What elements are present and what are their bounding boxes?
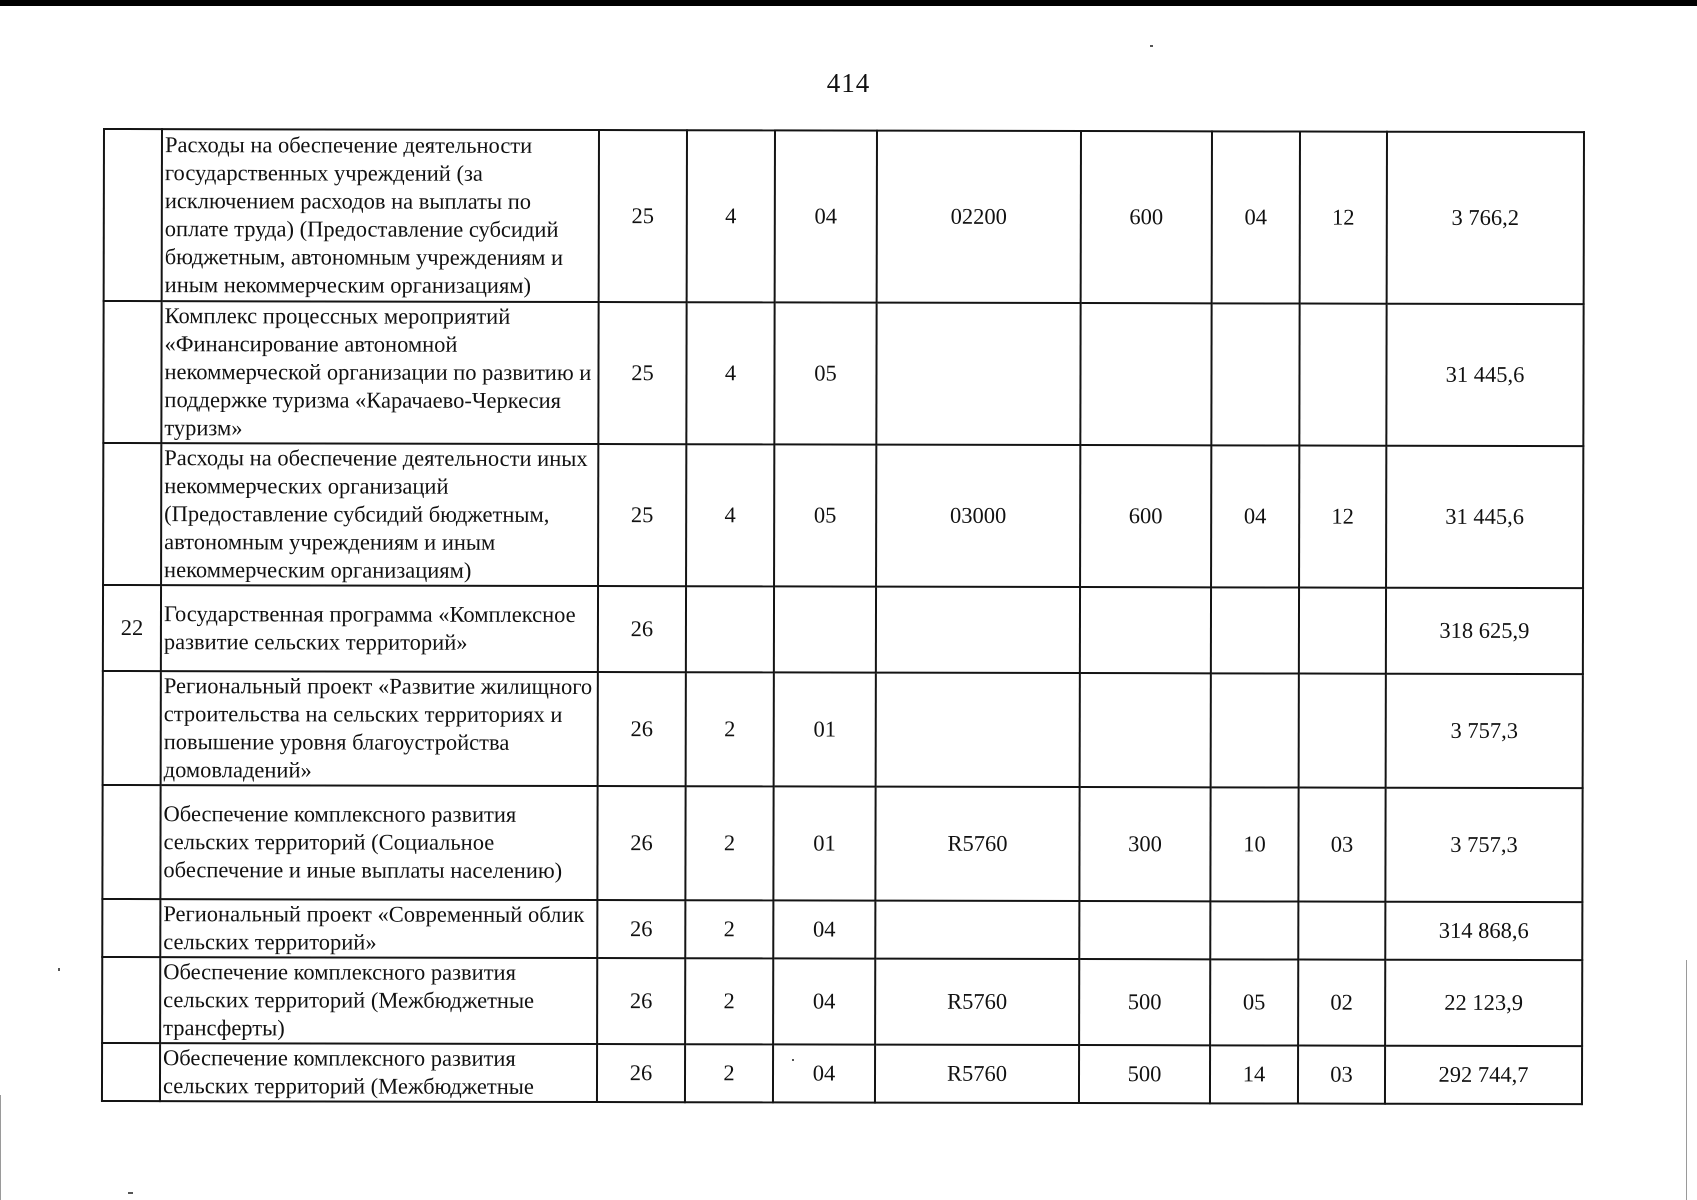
subsection-code <box>1298 902 1385 960</box>
direction-code <box>876 303 1080 445</box>
subprogram-type-code: 4 <box>687 130 775 302</box>
amount-value: 3 757,3 <box>1386 674 1583 788</box>
subsection-code: 03 <box>1298 1046 1385 1104</box>
section-code <box>1210 901 1298 959</box>
row-description: Расходы на обеспечение деятельности иных некоммерческих организаций (Предоставление субсидий бюджетным, автономным учреждениям и иным некоммерческим организациям) <box>161 443 598 586</box>
section-code <box>1211 303 1299 445</box>
table-row <box>103 671 1583 788</box>
expense-type-code <box>1080 673 1211 787</box>
structural-element-code: 05 <box>774 302 876 444</box>
row-number <box>102 899 160 957</box>
budget-table-body <box>102 129 1584 1104</box>
row-number: 22 <box>103 585 161 671</box>
scan-top-border <box>0 0 1697 6</box>
section-code: 10 <box>1210 787 1298 901</box>
subprogram-type-code: 2 <box>685 958 773 1044</box>
table-row <box>104 129 1584 304</box>
expense-type-code <box>1079 901 1210 959</box>
expense-type-code <box>1080 303 1211 445</box>
direction-code: 02200 <box>877 131 1081 303</box>
table-row <box>102 957 1582 1046</box>
subprogram-type-code: 4 <box>686 444 774 586</box>
row-description: Обеспечение комплексного развития сельских территорий (Межбюджетные <box>160 1043 597 1102</box>
structural-element-code: 04 <box>773 900 875 958</box>
direction-code: 03000 <box>876 445 1080 587</box>
row-description: Обеспечение комплексного развития сельских территорий (Межбюджетные трансферты) <box>160 957 597 1044</box>
program-code: 26 <box>597 900 685 958</box>
direction-code: R5760 <box>875 959 1079 1045</box>
row-description: Региональный проект «Современный облик сельских территорий» <box>160 899 597 958</box>
structural-element-code: 04 <box>773 958 875 1044</box>
program-code: 26 <box>598 672 686 786</box>
subsection-code <box>1299 588 1386 674</box>
table-row <box>103 443 1583 588</box>
program-code: 26 <box>597 1044 685 1102</box>
scan-edge-line <box>0 1095 1 1200</box>
structural-element-code: 05 <box>774 444 876 586</box>
subprogram-type-code: 2 <box>685 900 773 958</box>
subsection-code: 03 <box>1298 788 1385 902</box>
row-description: Расходы на обеспечение деятельности государственных учреждений (за исключением расходов на выплаты по оплате труда) (Предоставление субсидий бюджетным, автономным учреждениям и иным некоммерческим организациям) <box>162 129 599 302</box>
expense-type-code <box>1080 587 1211 673</box>
table-row <box>102 899 1582 960</box>
row-description: Обеспечение комплексного развития сельских территорий (Социальное обеспечение и иные выплаты населению) <box>160 785 597 900</box>
section-code: 05 <box>1210 959 1298 1045</box>
scan-speck <box>58 968 60 971</box>
subsection-code: 12 <box>1300 132 1387 304</box>
program-code: 25 <box>598 302 686 444</box>
table-row <box>103 585 1583 674</box>
program-code: 25 <box>598 444 686 586</box>
page-number: 414 <box>826 68 871 98</box>
direction-code: R5760 <box>875 787 1079 901</box>
structural-element-code: 04 <box>773 1044 875 1102</box>
budget-table <box>101 128 1585 1105</box>
program-code: 26 <box>597 786 685 900</box>
section-code: 04 <box>1211 445 1299 587</box>
amount-value: 314 868,6 <box>1385 902 1582 960</box>
scan-speck <box>792 1059 794 1061</box>
direction-code <box>875 901 1079 959</box>
row-number <box>103 301 161 443</box>
subprogram-type-code: 2 <box>685 786 773 900</box>
subsection-code: 12 <box>1299 446 1386 588</box>
section-code <box>1211 587 1299 673</box>
row-description: Комплекс процессных мероприятий «Финансирование автономной некоммерческой организации по развитию и поддержке туризма «Карачаево-Черкесия туризм» <box>161 301 598 444</box>
scan-edge-line <box>1686 960 1687 1200</box>
section-code: 14 <box>1210 1045 1298 1103</box>
scan-speck <box>128 1192 133 1194</box>
row-number <box>103 671 161 785</box>
row-number <box>102 957 160 1043</box>
amount-value: 292 744,7 <box>1385 1046 1582 1104</box>
table-row <box>102 1043 1582 1104</box>
row-number <box>104 129 162 301</box>
scan-speck <box>1150 45 1153 47</box>
direction-code <box>876 587 1080 673</box>
row-number <box>103 443 161 585</box>
amount-value: 3 766,2 <box>1387 132 1584 304</box>
amount-value: 3 757,3 <box>1385 788 1582 902</box>
program-code: 25 <box>599 130 687 302</box>
subprogram-type-code: 2 <box>686 672 774 786</box>
direction-code: R5760 <box>875 1045 1079 1103</box>
subprogram-type-code <box>686 586 774 672</box>
section-code <box>1211 673 1299 787</box>
subprogram-type-code: 2 <box>685 1044 773 1102</box>
amount-value: 22 123,9 <box>1385 960 1582 1046</box>
table-row <box>102 785 1582 902</box>
row-number <box>102 785 160 899</box>
amount-value: 31 445,6 <box>1386 446 1583 588</box>
subprogram-type-code: 4 <box>686 302 774 444</box>
program-code: 26 <box>598 586 686 672</box>
structural-element-code: 01 <box>774 672 876 786</box>
expense-type-code: 600 <box>1080 445 1211 587</box>
expense-type-code: 500 <box>1079 1045 1210 1103</box>
table-row <box>103 301 1583 446</box>
program-code: 26 <box>597 958 685 1044</box>
subsection-code <box>1299 304 1386 446</box>
subsection-code: 02 <box>1298 960 1385 1046</box>
structural-element-code: 04 <box>775 130 877 302</box>
row-description: Региональный проект «Развитие жилищного строительства на сельских территориях и повышение уровня благоустройства домовладений» <box>161 671 598 786</box>
subsection-code <box>1299 674 1386 788</box>
row-description: Государственная программа «Комплексное развитие сельских территорий» <box>161 585 598 672</box>
section-code: 04 <box>1212 131 1300 303</box>
structural-element-code: 01 <box>773 786 875 900</box>
expense-type-code: 500 <box>1079 959 1210 1045</box>
direction-code <box>876 673 1080 787</box>
amount-value: 318 625,9 <box>1386 588 1583 674</box>
expense-type-code: 300 <box>1079 787 1210 901</box>
expense-type-code: 600 <box>1081 131 1212 303</box>
amount-value: 31 445,6 <box>1386 304 1583 446</box>
structural-element-code <box>774 586 876 672</box>
row-number <box>102 1043 160 1101</box>
